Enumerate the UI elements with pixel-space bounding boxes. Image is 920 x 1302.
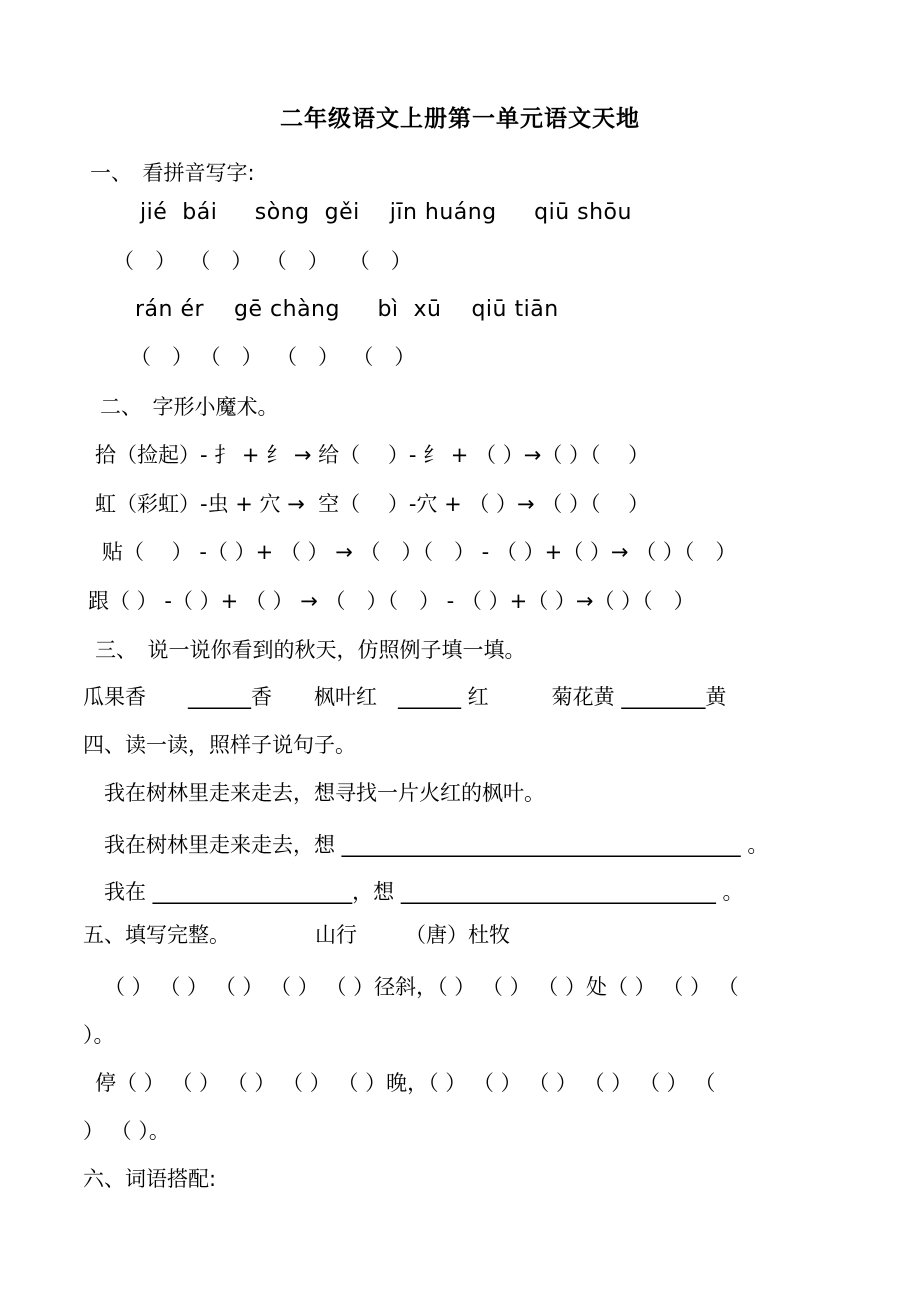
bracket-row-2: （ ） （ ） （ ） （ ） (130, 345, 416, 369)
pinyin-row-1: jié bái sòng gěi jīn huáng qiū shōu (140, 200, 632, 225)
sentence-fill-2: 我在 ___________________，想 ______________________________ 。 (104, 880, 744, 904)
poem-line-1: （ ） （ ） （ ） （ ） （ ）径斜，（ ） （ ） （ ）处（ ） （ ） （ (104, 975, 739, 999)
bracket-row-1: （ ） （ ） （ ） （ ） (113, 249, 412, 273)
poem-line-1-wrap: ）。 (83, 1023, 115, 1047)
sentence-fill-1: 我在树林里走来走去，想 ______________________________________ 。 (104, 833, 769, 857)
section6-heading: 六、词语搭配: (83, 1167, 217, 1191)
poem-line-2: 停（ ） （ ） （ ） （ ） （ ）晚，（ ） （ ） （ ） （ ） （ ） （ (95, 1071, 716, 1095)
char-magic-row-4: 跟（ ） -（ ）+ （ ） → （ ）（ ） - （ ）+（ ）→（ ）（ ） (88, 589, 695, 613)
char-magic-row-2: 虹（彩虹）-虫 + 穴 → 空（ ）-穴 + （ ）→ （ ）（ ） (95, 492, 650, 516)
page-title: 二年级语文上册第一单元语文天地 (280, 106, 640, 132)
section5-heading: 五、填写完整。 (83, 923, 230, 947)
example-sentence: 我在树林里走来走去，想寻找一片火红的枫叶。 (104, 781, 545, 805)
section4-heading: 四、读一读，照样子说句子。 (83, 733, 356, 757)
section3-heading: 三、 说一说你看到的秋天，仿照例子填一填。 (95, 638, 526, 662)
section1-heading: 一、 看拼音写字: (90, 161, 255, 185)
section2-heading: 二、 字形小魔术。 (100, 395, 279, 419)
poem-line-2-wrap: ） （ ）。 (83, 1119, 170, 1143)
char-magic-row-1: 拾（捡起）- 扌 + 纟 → 给（ ）- 纟 + （ ）→（ ）（ ） (95, 443, 650, 467)
autumn-fill-row: 瓜果香 ______香 枫叶红 ______ 红 菊花黄 ________黄 (83, 685, 727, 709)
pinyin-row-2: rán ér gē chàng bì xū qiū tiān (135, 297, 559, 322)
poem-title: 山行 (315, 923, 357, 947)
poem-author: （唐）杜牧 (405, 923, 510, 947)
char-magic-row-3: 贴（ ） -（ ）+ （ ） → （ ）（ ） - （ ）+（ ）→ （ ）（ ） (102, 540, 737, 564)
